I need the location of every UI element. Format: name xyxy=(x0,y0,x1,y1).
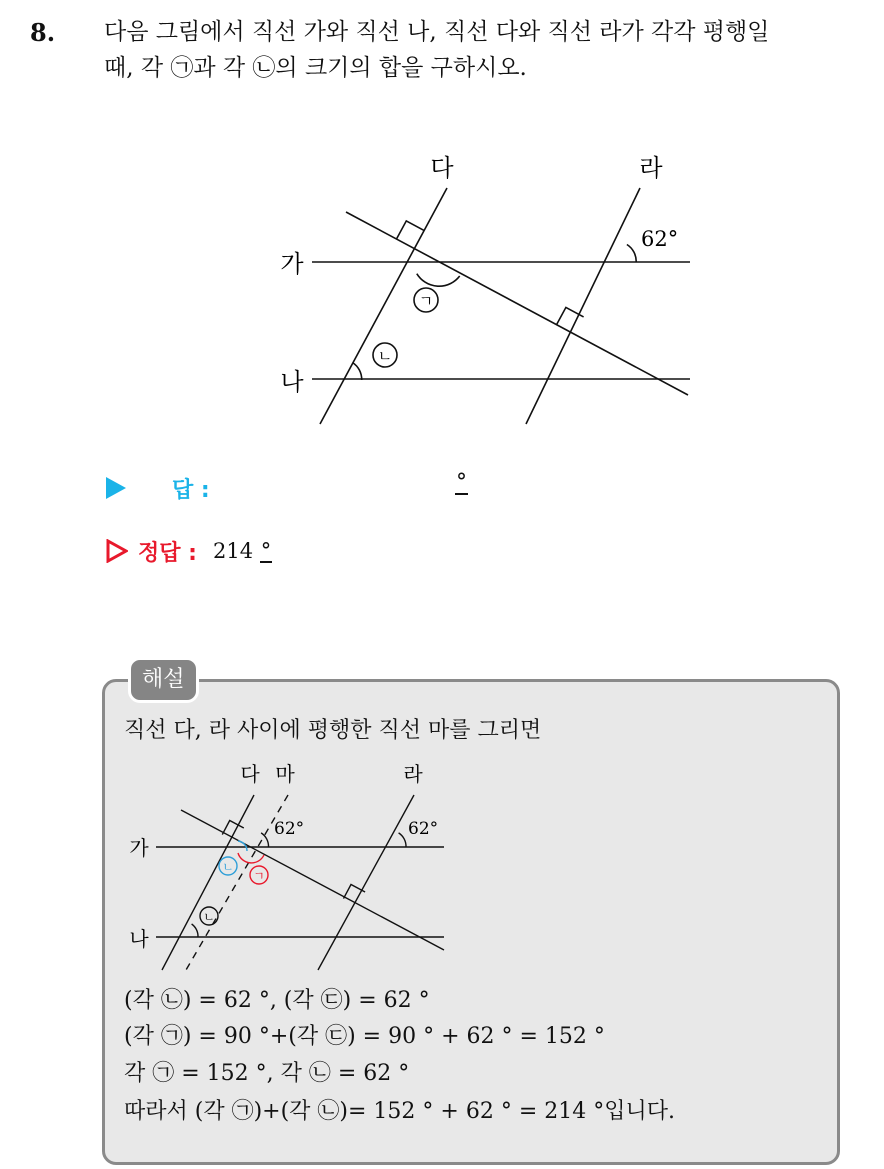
label-ra: 라 xyxy=(639,154,663,182)
sol-mark-nieun-blue: ㄴ xyxy=(222,860,234,874)
sol-label-ra: 라 xyxy=(403,762,423,786)
mark-giyeok: ㄱ xyxy=(418,292,434,310)
sol-arc-nieun xyxy=(192,924,198,937)
solution-line-1: (각 ㉡) = 62 °, (각 ㉢) = 62 ° xyxy=(124,988,430,1013)
solution-line-3: 각 ㉠ = 152 °, 각 ㉡ = 62 ° xyxy=(124,1061,410,1086)
solution-line-4: 따라서 (각 ㉠)+(각 ㉡)= 152 ° + 62 ° = 214 °입니다. xyxy=(124,1099,675,1124)
correct-answer-value: 214 ° xyxy=(212,539,272,563)
question-text-line2: 때, 각 ㉠과 각 ㉡의 크기의 합을 구하시오. xyxy=(104,55,527,81)
sol-right-angle-1 xyxy=(222,821,244,835)
sol-line-ra xyxy=(318,795,414,970)
solution-line-2: (각 ㉠) = 90 °+(각 ㉢) = 90 ° + 62 ° = 152 ° xyxy=(124,1024,605,1049)
label-na: 나 xyxy=(280,368,304,396)
question-number: 8. xyxy=(30,18,56,47)
sol-arc-62-b xyxy=(399,833,406,847)
sol-arc-nieun-blue xyxy=(238,841,247,851)
sol-mark-giyeok-red: ㄱ xyxy=(253,869,265,883)
sol-label-ga: 가 xyxy=(129,836,149,860)
correct-answer-label: 정답 : xyxy=(138,540,197,566)
angle-label-62: 62° xyxy=(641,227,679,251)
sol-angle-62-a: 62° xyxy=(274,819,305,839)
sol-right-angle-2 xyxy=(344,885,366,899)
sol-mark-nieun: ㄴ xyxy=(203,910,215,924)
sol-arc-giyeok-red xyxy=(238,853,264,863)
sol-label-da: 다 xyxy=(240,762,260,786)
mark-nieun: ㄴ xyxy=(377,347,393,365)
answer-unit: ° xyxy=(456,470,467,495)
question-text-line1: 다음 그림에서 직선 가와 직선 나, 직선 다와 직선 라가 각각 평행일 xyxy=(104,19,770,45)
sol-label-ma: 마 xyxy=(275,762,295,786)
sol-transversal xyxy=(181,810,444,950)
label-ga: 가 xyxy=(280,250,304,278)
sol-label-na: 나 xyxy=(129,927,149,951)
sol-line-da xyxy=(162,795,254,970)
solution-intro: 직선 다, 라 사이에 평행한 직선 마를 그리면 xyxy=(124,718,542,743)
answer-label: 답 : xyxy=(172,477,210,503)
solution-tab: 해설 xyxy=(128,657,199,703)
sol-arc-62-a xyxy=(261,833,268,847)
label-da: 다 xyxy=(430,154,454,182)
sol-angle-62-b: 62° xyxy=(408,819,439,839)
